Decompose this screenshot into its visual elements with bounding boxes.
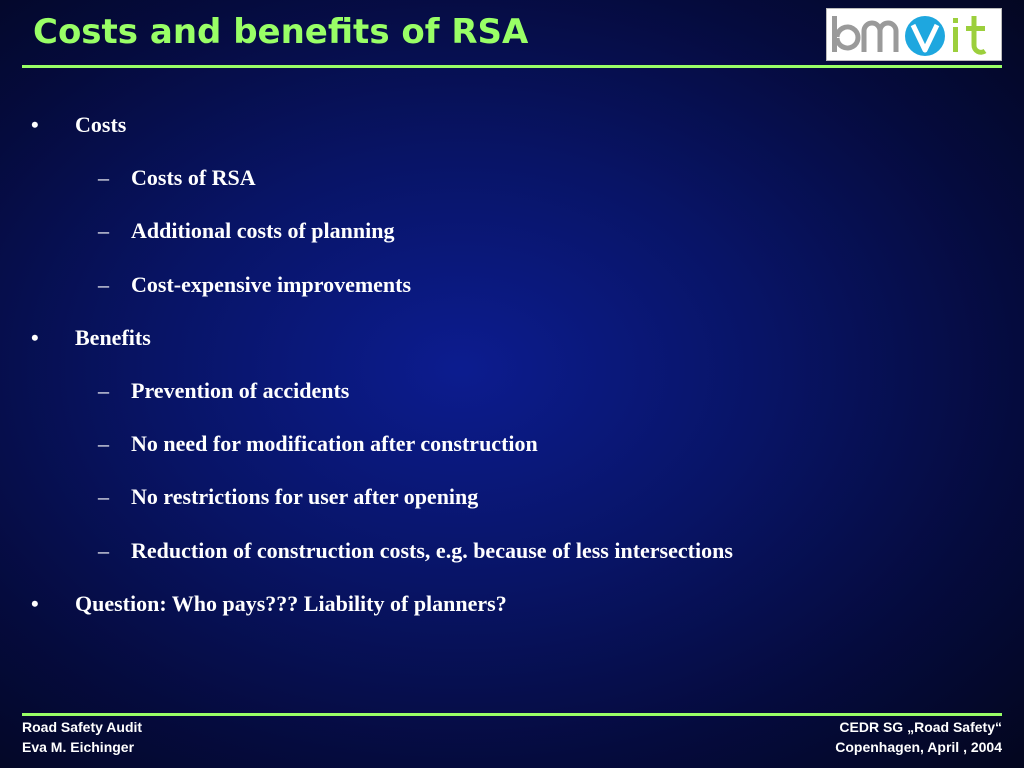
- bullet-text: No need for modification after construction: [131, 431, 538, 456]
- footer-presentation-title: Road Safety Audit: [22, 719, 143, 735]
- dash-marker: –: [98, 165, 109, 190]
- footer-right: [835, 717, 1002, 757]
- sub-bullet-item: [98, 429, 538, 459]
- dash-marker: –: [98, 218, 109, 243]
- footer-location-date: Copenhagen, April , 2004: [835, 739, 1002, 755]
- bullet-item: [31, 589, 507, 619]
- bullet-marker: •: [31, 325, 39, 350]
- bullet-marker: •: [31, 591, 39, 616]
- footer-event: CEDR SG „Road Safety“: [839, 719, 1002, 735]
- dash-marker: –: [98, 538, 109, 563]
- bullet-text: Cost-expensive improvements: [131, 272, 412, 297]
- sub-bullet-item: [98, 482, 479, 512]
- sub-bullet-item: [98, 376, 350, 406]
- bmvit-logo: [826, 8, 1002, 61]
- bullet-item: [31, 110, 127, 140]
- bullet-marker: •: [31, 112, 39, 137]
- footer-author: Eva M. Eichinger: [22, 739, 135, 755]
- dash-marker: –: [98, 378, 109, 403]
- slide-title: Costs and benefits of RSA: [33, 12, 529, 52]
- footer-left: [22, 717, 142, 757]
- sub-bullet-item: [98, 536, 733, 566]
- title-divider: [22, 65, 1002, 68]
- bullet-text: Question: Who pays??? Liability of planners?: [75, 591, 507, 616]
- dash-marker: –: [98, 484, 109, 509]
- sub-bullet-item: [98, 270, 412, 300]
- sub-bullet-item: [98, 163, 256, 193]
- bullet-item: [31, 323, 151, 353]
- bullet-text: Additional costs of planning: [131, 218, 395, 243]
- dash-marker: –: [98, 272, 109, 297]
- bullet-text: Costs: [75, 112, 127, 137]
- footer-divider: [22, 713, 1002, 716]
- bullet-text: No restrictions for user after opening: [131, 484, 479, 509]
- dash-marker: –: [98, 431, 109, 456]
- bullet-text: Prevention of accidents: [131, 378, 350, 403]
- bullet-text: Benefits: [75, 325, 151, 350]
- bullet-text: Reduction of construction costs, e.g. because of less intersections: [131, 538, 733, 563]
- sub-bullet-item: [98, 216, 395, 246]
- bullet-text: Costs of RSA: [131, 165, 256, 190]
